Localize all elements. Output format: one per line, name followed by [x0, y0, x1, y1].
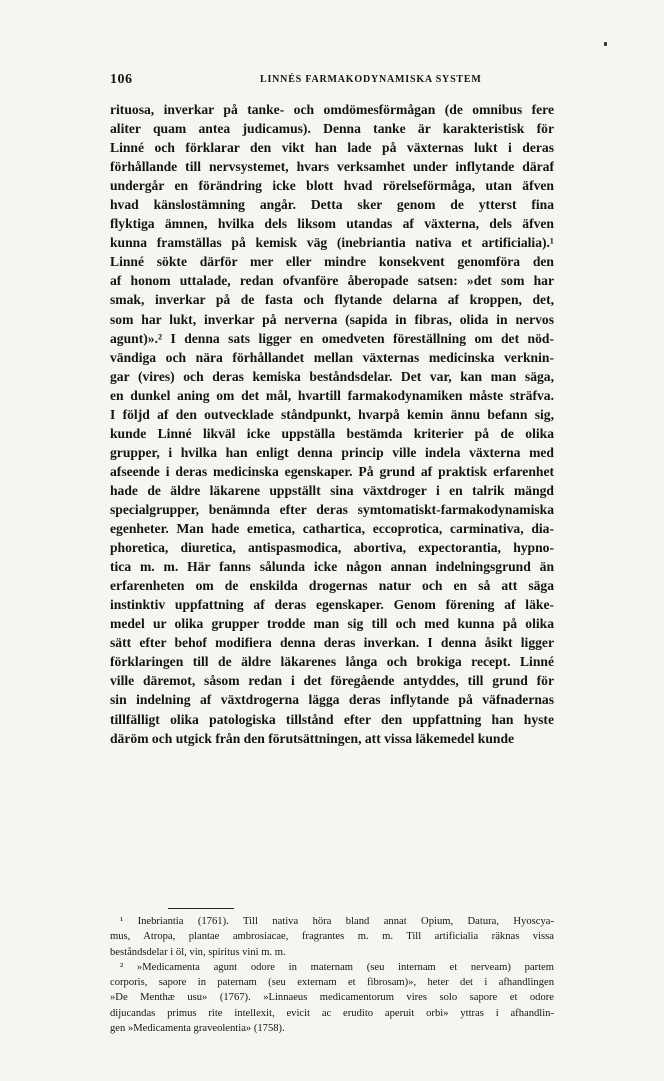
body-line: erfarenheten om de enskilda drogernas natur och en så att säga [110, 578, 554, 594]
running-head [110, 72, 554, 88]
footnote-line: corporis, sapore in paternam (seu externam et fibrosam)», heter det i afhandlingen [110, 977, 554, 989]
body-line: agunt)».² I denna sats ligger en omedveten föreställning om det nöd- [110, 330, 554, 346]
body-line: hvad känslostämning angår. Detta sker genom de ytterst fina [110, 197, 554, 213]
footnote-line: ¹ Inebriantia (1761). Till nativa höra bland annat Opium, Datura, Hyoscya- [120, 916, 554, 927]
body-line: gar (vires) och deras kemiska beståndsdelar. Det var, kan man säga, [110, 368, 554, 384]
body-line: tica m. m. Här fanns sålunda icke någon annan indelningsgrund än [110, 559, 554, 575]
body-text [110, 100, 554, 748]
body-line: Linné och förklarar den vikt han lade på växternas lukt i deras [110, 140, 554, 156]
footnote-line: mus, Atropa, plantae ambrosiacae, fragrantes m. m. Till artificialia räknas vissa [110, 931, 554, 943]
body-line: kunna framställas på kemisk väg (inebriantia nativa et artificialia).¹ [110, 235, 554, 251]
body-line: ville däremot, såsom redan i det föregående antyddes, till grund för [110, 673, 554, 689]
running-title: LINNÉS FARMAKODYNAMISKA SYSTEM [260, 74, 482, 85]
footnote-line: »De Menthæ usu» (1767). »Linnaeus medicamentorum vires solo sapore et odore [110, 992, 554, 1004]
body-line: förhållande till nervsystemet, hvars verksamhet under inflytande däraf [110, 159, 554, 175]
footnote-line: beståndsdelar i öl, vin, spiritus vini m. m. [110, 946, 286, 958]
body-line: som har lukt, inverkar på nerverna (sapida in fibras, olida in nervos [110, 311, 554, 327]
body-line: hade de äldre läkarene uppställt sina växtdroger i en talrik mängd [110, 482, 554, 498]
footnote-rule [168, 908, 234, 909]
body-line: aliter quam antea judicamus). Denna tanke är karakteristisk för [110, 121, 554, 137]
body-line: rituosa, inverkar på tanke- och omdömesförmågan (de omnibus fere [110, 102, 554, 117]
ink-speck [604, 42, 607, 46]
body-line: egenheter. Man hade emetica, cathartica, eccoprotica, carminativa, dia- [110, 521, 554, 537]
page-number: 106 [110, 72, 133, 87]
body-line: smak, inverkar på de fasta och flytande delarna af kroppen, det, [110, 292, 554, 308]
body-line: flyktiga ämnen, hvilka dels liksom utandas af växterna, dels äfven [110, 216, 554, 232]
body-line: Linné sökte därför mer eller mindre konsekvent genomföra den [110, 254, 554, 270]
body-line: kunde Linné likväl icke uppställa bestämda kriterier på de olika [110, 425, 554, 441]
body-line: en dunkel aning om det mål, hvartill farmakodynamiken måste sträfva. [110, 387, 554, 403]
body-line: vändiga och nära förhållandet mellan växternas medicinska verknin- [110, 349, 554, 365]
body-line: afseende i deras medicinska egenskaper. På grund af praktisk erfarenhet [110, 463, 554, 479]
body-line: tillfälligt olika patologiska tillstånd efter den uppfattning han hyste [110, 711, 554, 727]
body-line: sin indelning af växtdrogerna lägga deras inflytande på väfnadernas [110, 692, 554, 708]
body-line: af honom uttalade, redan ofvanföre åberopade satsen: »det som har [110, 273, 554, 289]
footnote-1 [110, 914, 554, 960]
footnote-line: gen »Medicamenta graveolentia» (1758). [110, 1023, 285, 1035]
body-line: däröm och utgick från den förutsättningen, att vissa läkemedel kunde [110, 730, 515, 746]
body-line: sätt efter behof modifiera denna deras inverkan. I denna åsikt ligger [110, 635, 554, 651]
footnote-line: dijucandas primus rite intellexit, evicit ac erudito aperuit orbi» yttras i afhandlin- [110, 1007, 554, 1019]
body-line: medel ur olika grupper trodde man sig till och med kunna på olika [110, 616, 554, 632]
body-line: I följd af den outvecklade ståndpunkt, hvarpå kemin ännu befann sig, [110, 406, 554, 422]
body-line: undergår en förändring icke blott hvad rörelseförmåga, utan äfven [110, 178, 554, 194]
body-line: förklaringen till de äldre läkarenes långa och brokiga recept. Linné [110, 654, 554, 670]
footnote-2 [110, 960, 554, 1036]
body-line: specialgrupper, benämnda efter deras symtomatiskt-farmakodynamiska [110, 501, 554, 517]
footnote-line: ² »Medicamenta agunt odore in maternam (seu internam et nerveam) partem [120, 961, 554, 973]
footnotes [110, 914, 554, 1036]
body-line: phoretica, diuretica, antispasmodica, abortiva, expectorantia, hypno- [110, 540, 554, 556]
body-line: instinktiv uppfattning af deras egenskaper. Genom förening af läke- [110, 597, 554, 613]
body-line: grupper, i hvilka han enligt denna princip ville indela växterna med [110, 444, 554, 460]
